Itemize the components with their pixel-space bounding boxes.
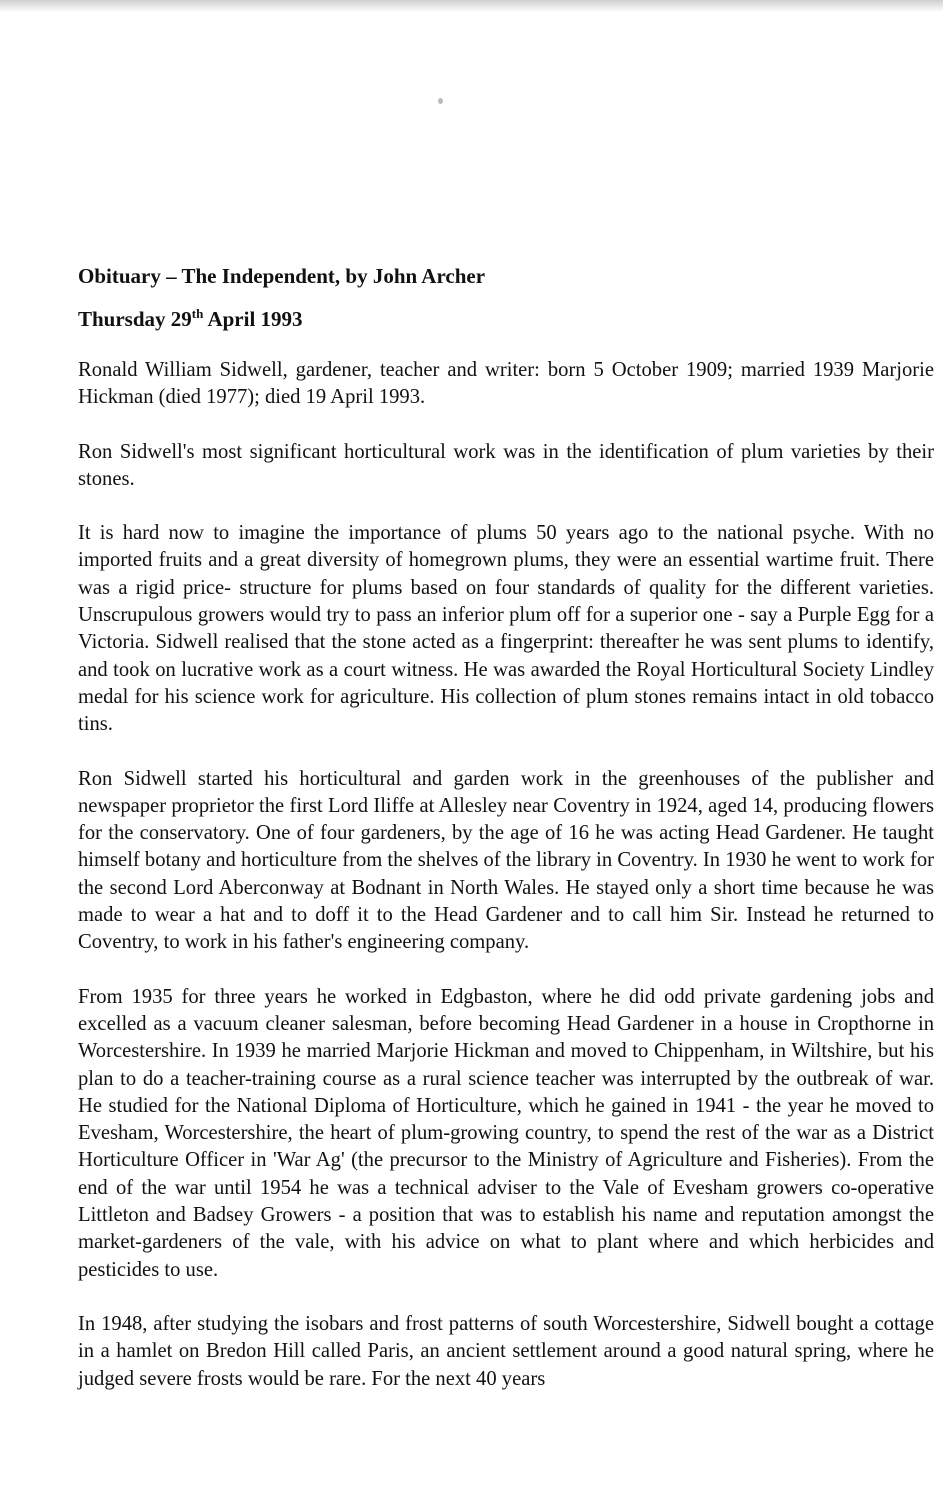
date-prefix: Thursday 29 [78, 307, 192, 331]
paragraph-edgbaston-evesham: From 1935 for three years he worked in Edgbaston, where he did odd private gardening jobs and excelled as a vacuum cleaner salesman, before becoming Head Gardener in a house in Cropthorne in Worcestershire. In 1939 he married Marjorie Hickman and moved to Chippenham, in Wiltshire, but his plan to do a teacher-training course as a rural science teacher was interrupted by the outbreak of war. He studied for the National Diploma of Horticulture, which he gained in 1941 - the year he moved to Evesham, Worcestershire, the heart of plum-growing country, to spend the rest of the war as a District Horticulture Officer in 'War Ag' (the precursor to the Ministry of Agriculture and Fisheries). From the end of the war until 1954 he was a technical adviser to the Vale of Evesham growers co-operative Littleton and Badsey Growers - a position that was to establish his name and reputation amongst the market-gardeners of the vale, with his advice on what to plant where and which herbicides and pesticides to use. [78, 985, 934, 1281]
scan-top-edge [0, 0, 943, 12]
paragraph-early-career: Ron Sidwell started his horticultural and garden work in the greenhouses of the publisher and newspaper proprietor the first Lord Iliffe at Allesley near Coventry in 1924, aged 14, producing flowers for the conservatory. One of four gardeners, by the age of 16 he was acting Head Gardener. He taught himself botany and horticulture from the shelves of the library in Coventry. In 1930 he went to work for the second Lord Aberconway at Bodnant in North Wales. He stayed only a short time because he was made to wear a hat and to doff it to the Head Gardener and to call him Sir. Instead he returned to Coventry, to work in his father's engineering company. [78, 767, 934, 954]
paragraph-bredon-hill: In 1948, after studying the isobars and frost patterns of south Worcestershire, Sidwell bought a cottage in a hamlet on Bredon Hill called Paris, an ancient settlement around a good natural spring, where he judged severe frosts would be rare. For the next 40 years [78, 1312, 934, 1390]
date-suffix: April 1993 [203, 307, 303, 331]
scan-speck [438, 98, 443, 104]
paragraph-plum-identification: Ron Sidwell's most significant horticultural work was in the identification of plum varieties by their stones. [78, 440, 934, 490]
paragraph-plum-importance: It is hard now to imagine the importance of plums 50 years ago to the national psyche. With no imported fruits and a great diversity of homegrown plums, they were an essential wartime fruit. There was a rigid price- structure for plums based on four standards of quality for the different varieties. Unscrupulous growers would try to pass an inferior plum off for a superior one - say a Purple Egg for a Victoria. Sidwell realised that the stone acted as a fingerprint: thereafter he was sent plums to identify, and took on lucrative work as a court witness. He was awarded the Royal Horticultural Society Lindley medal for his science work for agriculture. His collection of plum stones remains intact in old tobacco tins. [78, 522, 934, 736]
document-title: Obituary – The Independent, by John Archer [78, 264, 486, 288]
date-ordinal: th [191, 306, 204, 321]
document-body [78, 262, 934, 1393]
publication-date [78, 305, 934, 333]
paragraph-vital-dates: Ronald William Sidwell, gardener, teacher and writer: born 5 October 1909; married 1939 Marjorie Hickman (died 1977); died 19 April 1993. [78, 359, 934, 409]
